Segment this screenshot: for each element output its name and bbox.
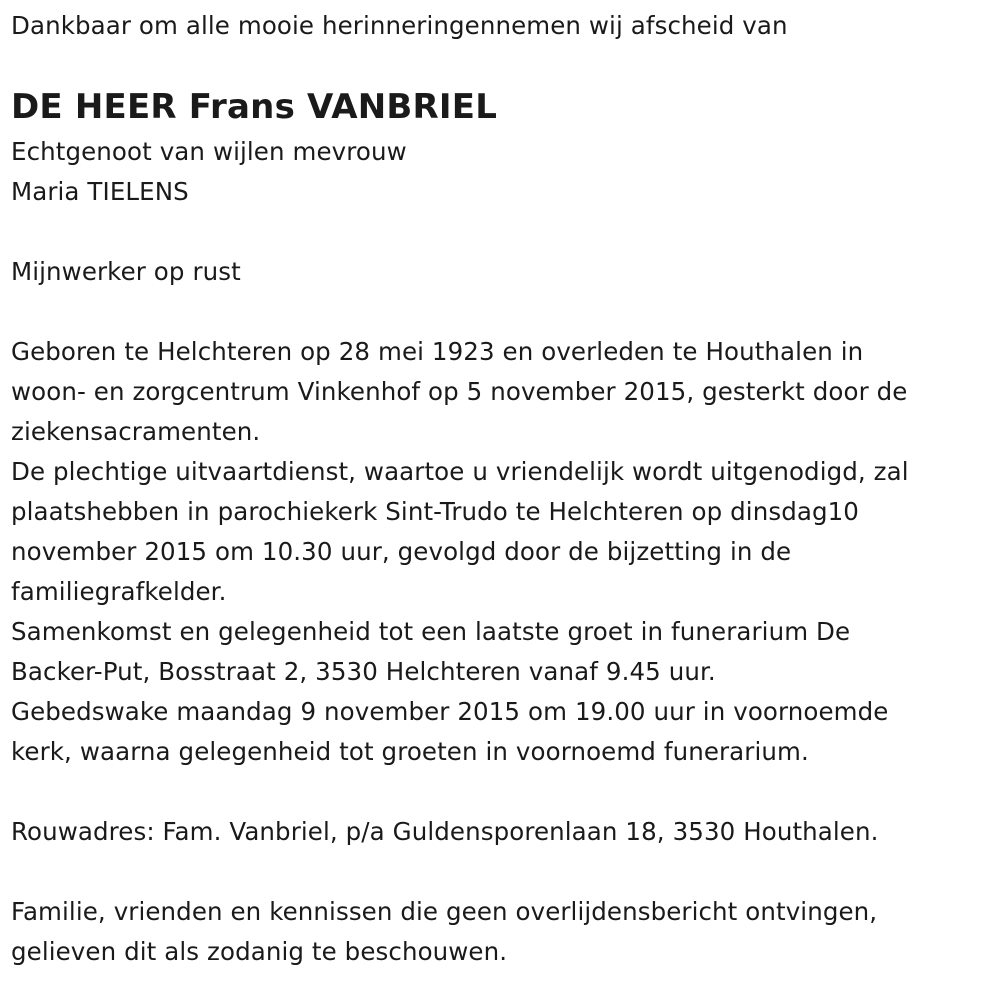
profession-text: Mijnwerker op rust (11, 257, 241, 286)
spacer (11, 772, 991, 812)
body-line: woon- en zorgcentrum Vinkenhof op 5 november 2015, gesterkt door de (11, 377, 908, 406)
body-line: ziekensacramenten. (11, 417, 261, 446)
body-line: Backer-Put, Bosstraat 2, 3530 Helchteren vanaf 9.45 uur. (11, 657, 716, 686)
spouse-line-2: Maria TIELENS (11, 177, 189, 206)
body-line: november 2015 om 10.30 uur, gevolgd door de bijzetting in de (11, 537, 792, 566)
body-paragraph (11, 332, 991, 772)
body-line: kerk, waarna gelegenheid tot groeten in voornoemd funerarium. (11, 737, 809, 766)
obituary-notice (11, 6, 991, 972)
spacer (11, 212, 991, 252)
body-line: Gebedswake maandag 9 november 2015 om 19.00 uur in voornoemde (11, 697, 889, 726)
closing-line-1: Familie, vrienden en kennissen die geen overlijdensbericht ontvingen, (11, 897, 878, 926)
closing-line-2: gelieven dit als zodanig te beschouwen. (11, 937, 508, 966)
intro-text: Dankbaar om alle mooie herinneringennemen wij afscheid van (11, 11, 788, 40)
spacer (11, 292, 991, 332)
body-line: Geboren te Helchteren op 28 mei 1923 en overleden te Houthalen in (11, 337, 864, 366)
body-line: De plechtige uitvaartdienst, waartoe u vriendelijk wordt uitgenodigd, zal (11, 457, 909, 486)
body-line: familiegrafkelder. (11, 577, 227, 606)
spouse-line-1: Echtgenoot van wijlen mevrouw (11, 137, 407, 166)
mourning-address: Rouwadres: Fam. Vanbriel, p/a Guldensporenlaan 18, 3530 Houthalen. (11, 817, 879, 846)
body-line: Samenkomst en gelegenheid tot een laatste groet in funerarium De (11, 617, 851, 646)
deceased-name: DE HEER Frans VANBRIEL (11, 87, 498, 127)
spacer (11, 852, 991, 892)
body-line: plaatshebben in parochiekerk Sint-Trudo te Helchteren op dinsdag10 (11, 497, 859, 526)
